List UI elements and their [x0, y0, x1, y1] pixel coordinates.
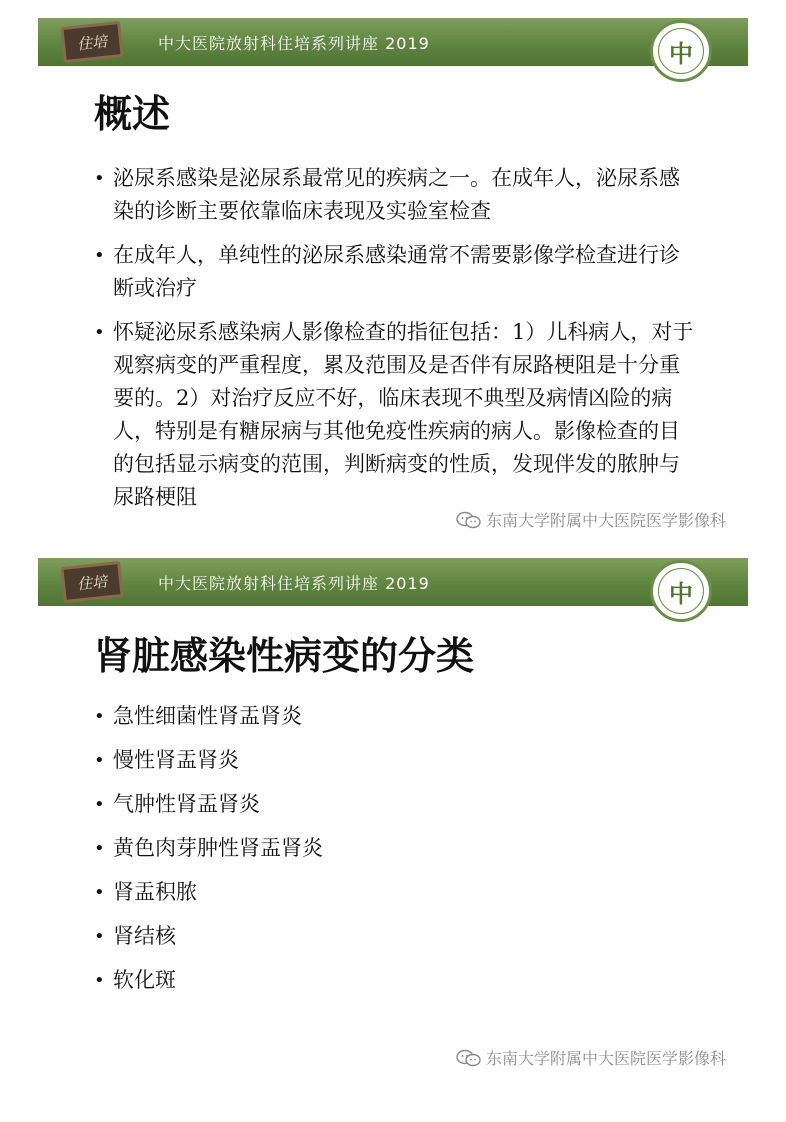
- bullet-list: [94, 700, 694, 1008]
- bullet-item: • 泌尿系感染是泌尿系最常见的疾病之一。在成年人，泌尿系感染的诊断主要依靠临床表现及实验室检查: [94, 162, 694, 228]
- header-title: 中大医院放射科住培系列讲座 2019: [158, 34, 430, 53]
- chalkboard-badge: [60, 561, 123, 603]
- hospital-logo: [650, 560, 712, 622]
- bullet-list: [94, 162, 694, 525]
- slide-title: 肾脏感染性病变的分类: [94, 634, 475, 678]
- hospital-logo: [650, 20, 712, 82]
- slide-header-bar: [38, 18, 748, 66]
- bullet-item: • 肾盂积脓: [94, 876, 694, 909]
- watermark: [456, 508, 726, 531]
- bullet-item: • 怀疑泌尿系感染病人影像检查的指征包括：1）儿科病人，对于观察病变的严重程度，累及范围及是否伴有尿路梗阻是十分重要的。2）对治疗反应不好，临床表现不典型及病情凶险的病人，特别是有糖尿病与其他免疫性疾病的病人。影像检查的目的包括显示病变的范围，判断病变的性质，发现伴发的脓肿与尿路梗阻: [94, 316, 694, 514]
- logo-glyph: 中: [669, 38, 693, 68]
- badge-text: 住培: [76, 571, 108, 594]
- slide-overview: [38, 18, 748, 538]
- header-title: 中大医院放射科住培系列讲座 2019: [158, 574, 430, 593]
- slide-classification: [38, 558, 748, 1078]
- slide-title: 概述: [94, 92, 171, 136]
- bullet-item: • 气肿性肾盂肾炎: [94, 788, 694, 821]
- bullet-item: • 软化斑: [94, 964, 694, 997]
- chalkboard-badge: [60, 21, 123, 63]
- wechat-icon: [456, 511, 482, 529]
- logo-glyph: 中: [669, 578, 693, 608]
- bullet-item: • 慢性肾盂肾炎: [94, 744, 694, 777]
- slide-header-bar: [38, 558, 748, 606]
- bullet-item: • 急性细菌性肾盂肾炎: [94, 700, 694, 733]
- bullet-item: • 在成年人，单纯性的泌尿系感染通常不需要影像学检查进行诊断或治疗: [94, 239, 694, 305]
- bullet-item: • 黄色肉芽肿性肾盂肾炎: [94, 832, 694, 865]
- wechat-icon: [456, 1049, 482, 1067]
- watermark-text: 东南大学附属中大医院医学影像科: [485, 511, 726, 530]
- watermark-text: 东南大学附属中大医院医学影像科: [485, 1049, 726, 1068]
- bullet-item: • 肾结核: [94, 920, 694, 953]
- watermark: [456, 1046, 726, 1069]
- badge-text: 住培: [76, 31, 108, 54]
